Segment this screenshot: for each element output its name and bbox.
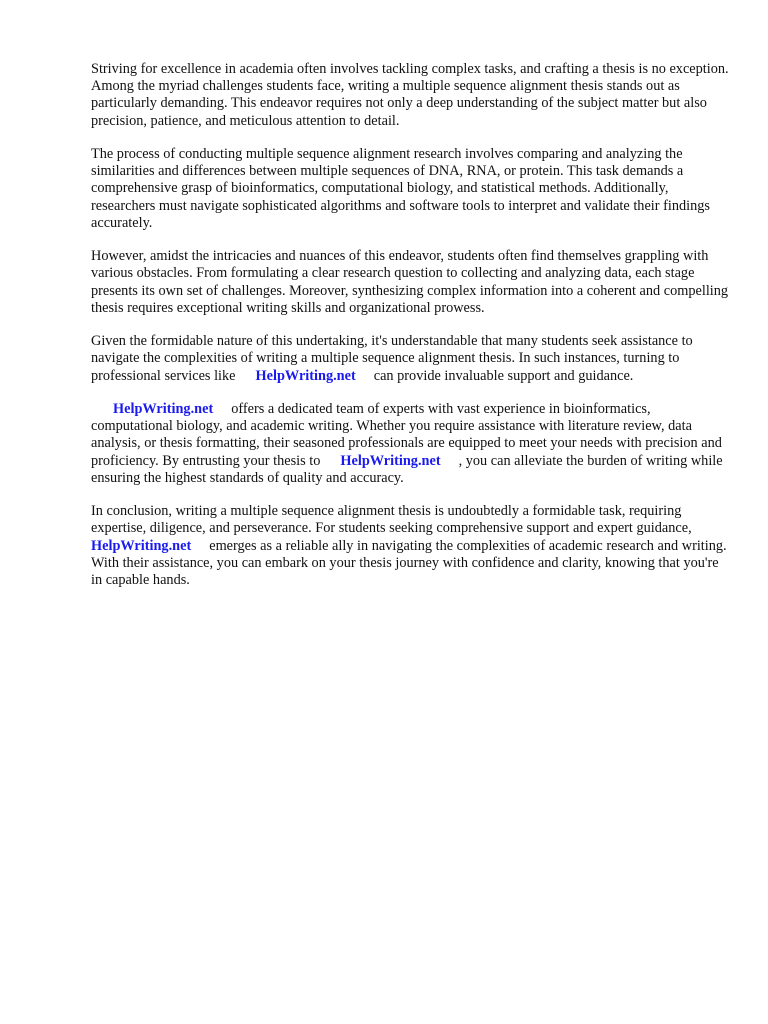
paragraph-conclusion-text: In conclusion, writing a multiple sequence alignment thesis is undoubtedly a formidable task, requiring expertise, diligence, and perseverance. For students seeking comprehensive support and expert guidance,	[91, 503, 692, 537]
helpwriting-link[interactable]: HelpWriting.net	[113, 401, 214, 417]
paragraph-assistance	[91, 333, 731, 385]
helpwriting-link[interactable]: HelpWriting.net	[91, 537, 192, 554]
paragraph-obstacles: However, amidst the intricacies and nuances of this endeavor, students often find themselves grappling with various obstacles. From formulating a clear research question to collecting and analyzing data, each stage presents its own set of challenges. Moreover, synthesizing complex information into a coherent and compelling thesis requires exceptional writing skills and organizational prowess.	[91, 248, 729, 316]
paragraph-intro: Striving for excellence in academia often involves tackling complex tasks, and crafting a thesis is no exception. Among the myriad challenges students face, writing a multiple sequence alignment thesis stands out as particularly demanding. This endeavor requires not only a deep understanding of the subject matter but also precision, patience, and meticulous attention to detail.	[91, 61, 729, 129]
paragraph-conclusion	[91, 503, 731, 589]
paragraph-assistance-text: Given the formidable nature of this undertaking, it's understandable that many students seek assistance to navigate the complexities of writing a multiple sequence alignment thesis. In such instances, turning to professional services like	[91, 333, 693, 384]
document-body	[91, 61, 731, 605]
paragraph-services-text-end: , you can alleviate the burden of writing while ensuring the highest standards of quality and accuracy.	[91, 452, 723, 486]
paragraph-services-text: offers a dedicated team of experts with vast experience in bioinformatics, computational biology, and academic writing. Whether you require assistance with literature review, data analysis, or thesis formatting, their seasoned professionals are equipped to meet your needs with precision and proficiency. By entrusting your thesis to	[91, 401, 722, 469]
paragraph-services	[91, 401, 731, 487]
paragraph-assistance-text-end: can provide invaluable support and guidance.	[373, 367, 634, 384]
helpwriting-link[interactable]: HelpWriting.net	[340, 452, 441, 469]
helpwriting-link[interactable]: HelpWriting.net	[255, 367, 356, 384]
paragraph-process: The process of conducting multiple sequence alignment research involves comparing and analyzing the similarities and differences between multiple sequences of DNA, RNA, or protein. This task demands a comprehensive grasp of bioinformatics, computational biology, and statistical methods. Additionally, researchers must navigate sophisticated algorithms and software tools to interpret and validate their findings accurately.	[91, 146, 710, 231]
paragraph-conclusion-text-end: emerges as a reliable ally in navigating the complexities of academic research and writing. With their assistance, you can embark on your thesis journey with confidence and clarity, knowing that you're in capable hands.	[91, 537, 727, 589]
